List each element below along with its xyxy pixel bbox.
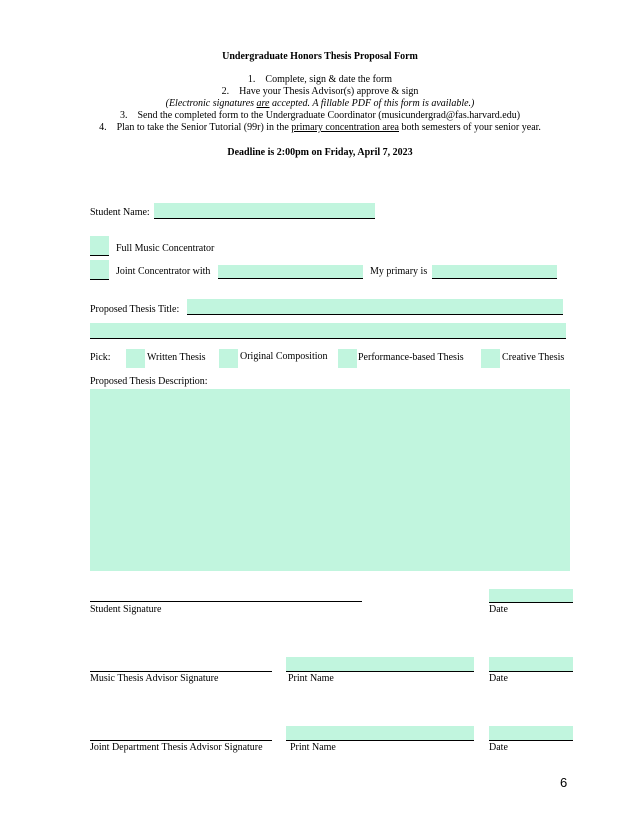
performance-thesis-label: Performance-based Thesis xyxy=(358,352,464,363)
joint-advisor-print-name-input[interactable] xyxy=(286,726,474,740)
step-2-number: 2. xyxy=(221,86,230,97)
joint-advisor-date-input[interactable] xyxy=(489,726,573,740)
student-signature-label: Student Signature xyxy=(90,604,162,615)
joint-department-input[interactable] xyxy=(218,265,363,278)
thesis-title-underline-2 xyxy=(90,338,566,339)
full-music-checkbox[interactable] xyxy=(90,236,109,255)
joint-checkbox-underline xyxy=(90,279,109,280)
thesis-title-underline xyxy=(187,314,563,315)
music-advisor-signature-line xyxy=(90,671,272,672)
joint-advisor-signature-label: Joint Department Thesis Advisor Signature xyxy=(90,742,263,753)
creative-thesis-checkbox[interactable] xyxy=(481,349,500,368)
primary-concentration-link: primary concentration area xyxy=(291,122,399,133)
joint-advisor-signature-line xyxy=(90,740,272,741)
joint-advisor-date-underline xyxy=(489,740,573,741)
step-3-text: Send the completed form to the Undergraduate Coordinator (musicundergrad@fas.harvard.edu) xyxy=(137,110,521,121)
step-1-text: Complete, sign & date the form xyxy=(265,74,393,85)
primary-label: My primary is xyxy=(370,266,428,277)
original-composition-checkbox[interactable] xyxy=(219,349,238,368)
student-date-label: Date xyxy=(489,604,508,615)
step-2-text: Have your Thesis Advisor(s) approve & sign xyxy=(239,86,419,97)
joint-advisor-print-name-underline xyxy=(286,740,474,741)
primary-underline xyxy=(432,278,557,279)
music-advisor-print-name-input[interactable] xyxy=(286,657,474,671)
note-underlined: are xyxy=(256,98,270,109)
step-1 xyxy=(0,74,640,86)
form-title: Undergraduate Honors Thesis Proposal Form xyxy=(222,51,418,62)
music-advisor-signature-label: Music Thesis Advisor Signature xyxy=(90,673,219,684)
music-advisor-date-label: Date xyxy=(489,673,508,684)
joint-concentrator-label: Joint Concentrator with xyxy=(116,266,211,277)
full-music-underline xyxy=(90,255,109,256)
music-advisor-print-name-underline xyxy=(286,671,474,672)
music-advisor-date-input[interactable] xyxy=(489,657,573,671)
step-3 xyxy=(0,110,640,122)
student-name-underline xyxy=(154,218,375,219)
step-3-number: 3. xyxy=(119,110,128,121)
student-name-input[interactable] xyxy=(154,203,375,218)
joint-advisor-date-label: Date xyxy=(489,742,508,753)
thesis-description-textarea[interactable] xyxy=(90,389,570,571)
thesis-title-input-line-2[interactable] xyxy=(90,323,566,338)
thesis-title-input[interactable] xyxy=(187,299,563,314)
music-advisor-print-name-label: Print Name xyxy=(288,673,334,684)
student-name-label: Student Name: xyxy=(90,207,150,218)
step-4-text-before: Plan to take the Senior Tutorial (99r) in the xyxy=(116,122,289,133)
thesis-title-label: Proposed Thesis Title: xyxy=(90,304,180,315)
step-4-number: 4. xyxy=(99,122,107,133)
performance-thesis-checkbox[interactable] xyxy=(338,349,357,368)
creative-thesis-label: Creative Thesis xyxy=(502,352,565,363)
step-2 xyxy=(0,86,640,98)
joint-concentrator-checkbox[interactable] xyxy=(90,260,109,279)
deadline: Deadline is 2:00pm on Friday, April 7, 2023 xyxy=(227,147,413,158)
student-signature-line xyxy=(90,601,362,602)
page-number: 6 xyxy=(560,775,568,790)
pick-label: Pick: xyxy=(90,352,111,363)
step-4 xyxy=(0,122,640,134)
joint-advisor-print-name-label: Print Name xyxy=(290,742,336,753)
note-after: accepted. A fillable PDF of this form is available.) xyxy=(272,98,475,109)
written-thesis-checkbox[interactable] xyxy=(126,349,145,368)
thesis-description-label: Proposed Thesis Description: xyxy=(90,376,208,387)
note-before: (Electronic signatures xyxy=(165,98,255,109)
student-date-input[interactable] xyxy=(489,589,573,602)
step-4-text-after: both semesters of your senior year. xyxy=(401,122,541,133)
student-date-underline xyxy=(489,602,573,603)
music-advisor-date-underline xyxy=(489,671,573,672)
written-thesis-label: Written Thesis xyxy=(147,352,206,363)
electronic-signature-note xyxy=(0,98,640,110)
primary-input[interactable] xyxy=(432,265,557,278)
full-music-label: Full Music Concentrator xyxy=(116,243,215,254)
joint-department-underline xyxy=(218,278,363,279)
step-1-number: 1. xyxy=(247,74,256,85)
original-composition-label: Original Composition xyxy=(240,351,328,362)
